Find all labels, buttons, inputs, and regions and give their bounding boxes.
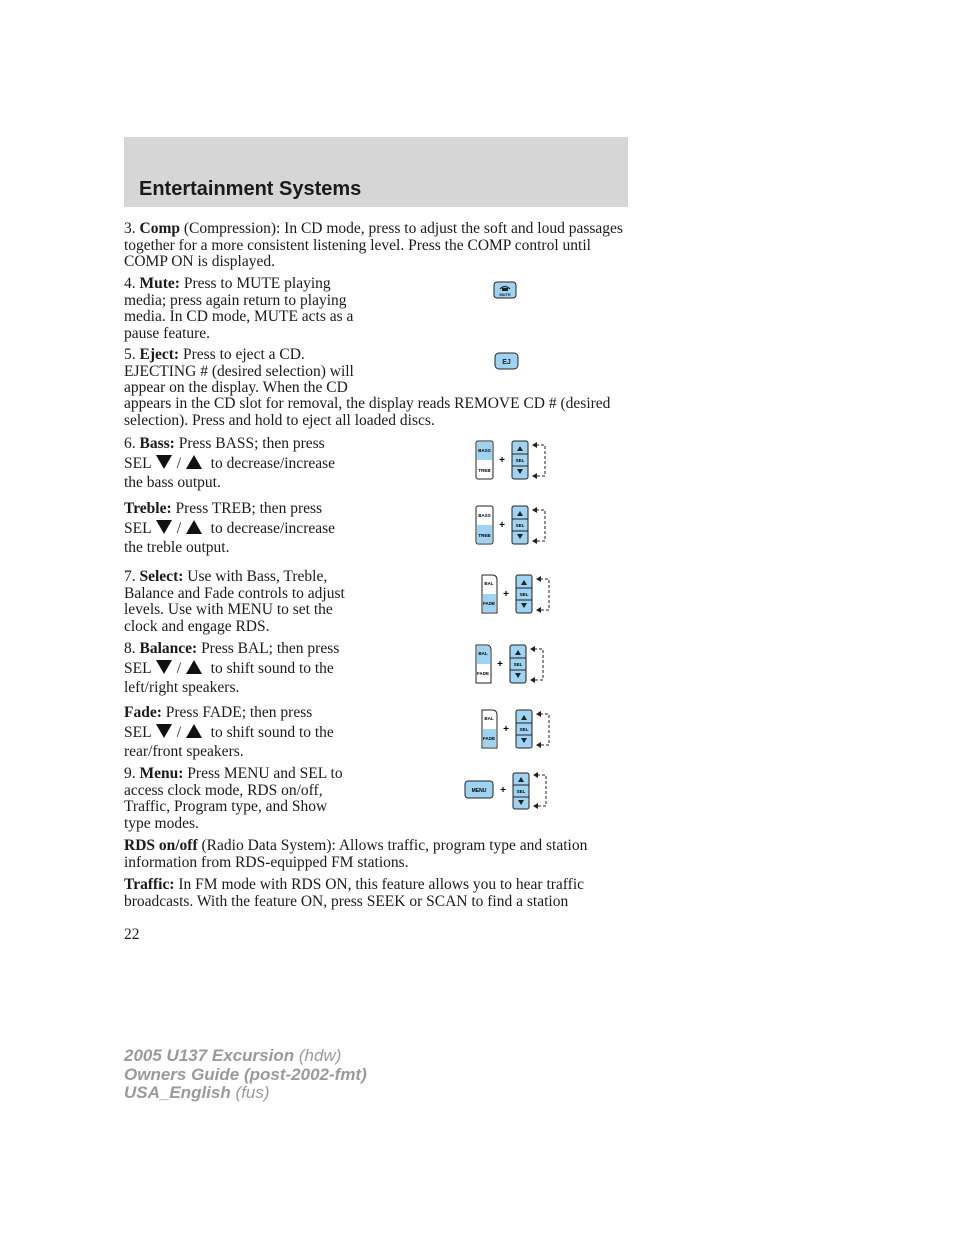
item-text: (Radio Data System): Allows traffic, program type and station information from RDS-equipped FM stations. [124, 837, 588, 871]
svg-text:SEL: SEL [516, 789, 526, 794]
item-text: Use with Bass, Treble, [187, 568, 328, 585]
comp-paragraph [124, 221, 628, 271]
sel-label: SEL [124, 659, 151, 677]
item-text: appear on the display. When the CD [124, 379, 348, 396]
item-text: Traffic, Program type, and Show [124, 798, 328, 815]
bass-sel-diagram [474, 438, 550, 484]
up-arrow-icon [185, 519, 203, 535]
menu-paragraph [124, 766, 376, 832]
svg-text:BASS: BASS [478, 513, 491, 518]
item-number: 7. [124, 568, 136, 585]
item-number: 8. [124, 640, 136, 657]
item-text: Press MENU and SEL to [187, 765, 343, 782]
section-title: Entertainment Systems [139, 178, 362, 200]
down-arrow-icon [155, 723, 173, 739]
item-text: to decrease/increase [210, 519, 336, 537]
down-arrow-icon [155, 659, 173, 675]
item-text: the bass output. [124, 474, 221, 491]
svg-text:+: + [503, 724, 509, 735]
svg-text:FADE: FADE [482, 736, 496, 741]
footer-lang-code: (fus) [235, 1083, 270, 1102]
item-text: (Compression): In CD mode, press to adjust the soft and loud passages together for a more consistent listening level. Press the COMP control until COMP ON is displayed. [124, 220, 623, 270]
select-sel-diagram [478, 572, 554, 618]
item-term: Select: [139, 568, 184, 585]
item-text: In FM mode with RDS ON, this feature allows you to hear traffic broadcasts. With the feature ON, press SEEK or SCAN to find a station [124, 876, 585, 910]
svg-text:MENU: MENU [471, 788, 487, 794]
item-number: 4. [124, 275, 136, 292]
traffic-paragraph [124, 877, 628, 910]
item-text: Press to eject a CD. [182, 346, 305, 363]
item-text: Press FADE; then press [165, 704, 313, 721]
item-term: Bass: [139, 435, 175, 452]
svg-text:SEL: SEL [519, 727, 529, 732]
item-text: to shift sound to the [210, 723, 334, 741]
item-text: Press BASS; then press [178, 435, 325, 452]
item-term: Menu: [139, 765, 184, 782]
svg-text:TREB: TREB [478, 468, 491, 473]
item-term: Mute: [139, 275, 180, 292]
item-number: 9. [124, 765, 136, 782]
item-term: Fade: [124, 704, 162, 721]
footer-language: USA_English [124, 1083, 231, 1102]
treble-paragraph [124, 499, 384, 558]
item-text: pause feature. [124, 324, 211, 342]
svg-text:SEL: SEL [515, 458, 525, 463]
up-arrow-icon [185, 723, 203, 739]
mute-button-icon [493, 281, 517, 299]
svg-text:MUTE: MUTE [499, 292, 511, 297]
svg-text:SEL: SEL [515, 523, 525, 528]
item-text: to decrease/increase [210, 454, 336, 472]
item-term: Traffic: [124, 876, 175, 893]
page-number: 22 [124, 926, 140, 943]
fade-paragraph [124, 703, 384, 762]
svg-text:FADE: FADE [482, 601, 496, 606]
eject-button-icon [494, 352, 519, 370]
slash: / [176, 519, 182, 537]
item-text: left/right speakers. [124, 679, 240, 696]
item-text: rear/front speakers. [124, 743, 244, 760]
item-text: Press TREB; then press [175, 500, 323, 517]
item-number: 3. [124, 220, 136, 237]
svg-text:BAL: BAL [484, 716, 494, 721]
footer-code: (hdw) [298, 1046, 342, 1065]
svg-text:+: + [503, 589, 509, 600]
select-paragraph [124, 569, 376, 635]
svg-text:+: + [500, 785, 506, 796]
item-text: media. In CD mode, MUTE acts as a [124, 308, 354, 325]
item-term: Eject: [139, 346, 180, 363]
menu-sel-diagram [463, 768, 553, 814]
item-text: clock and engage RDS. [124, 617, 270, 635]
slash: / [176, 723, 182, 741]
sel-label: SEL [124, 723, 151, 741]
svg-text:EJ: EJ [502, 359, 511, 366]
item-text: EJECTING # (desired selection) will [124, 362, 354, 380]
eject-paragraph-continued: appears in the CD slot for removal, the display reads REMOVE CD # (desired selection). Press and hold to eject all loaded discs. [124, 395, 611, 429]
sel-label: SEL [124, 519, 151, 537]
item-text: Balance and Fade controls to adjust [124, 584, 345, 602]
footer-guide: Owners Guide (post-2002-fmt) [124, 1064, 367, 1084]
footer-model: 2005 U137 Excursion [124, 1046, 295, 1065]
svg-text:+: + [499, 520, 505, 531]
up-arrow-icon [185, 454, 203, 470]
svg-text:+: + [497, 659, 503, 670]
mute-paragraph [124, 276, 376, 342]
item-text: type modes. [124, 814, 199, 832]
item-term: Balance: [139, 640, 198, 657]
item-term: Comp [139, 220, 180, 237]
rds-paragraph [124, 838, 628, 871]
svg-text:SEL: SEL [519, 592, 529, 597]
slash: / [176, 454, 182, 472]
balance-sel-diagram [472, 642, 548, 688]
svg-text:SEL: SEL [513, 662, 523, 667]
svg-text:FADE: FADE [476, 671, 490, 676]
svg-text:BAL: BAL [478, 651, 488, 656]
down-arrow-icon [155, 454, 173, 470]
item-text: media; press again return to playing [124, 291, 347, 309]
up-arrow-icon [185, 659, 203, 675]
item-text: levels. Use with MENU to set the [124, 601, 333, 618]
balance-paragraph [124, 639, 384, 698]
item-term: Treble: [124, 500, 172, 517]
treble-sel-diagram [474, 503, 550, 549]
document-footer [124, 1047, 367, 1103]
item-text: the treble output. [124, 539, 230, 556]
bass-paragraph [124, 434, 384, 493]
item-number: 6. [124, 435, 136, 452]
item-number: 5. [124, 346, 136, 363]
fade-sel-diagram [478, 707, 554, 753]
svg-text:BASS: BASS [478, 448, 491, 453]
svg-text:TREB: TREB [478, 533, 491, 538]
item-text: to shift sound to the [210, 659, 334, 677]
down-arrow-icon [155, 519, 173, 535]
slash: / [176, 659, 182, 677]
eject-paragraph [124, 347, 376, 397]
svg-text:BAL: BAL [484, 581, 494, 586]
item-text: access clock mode, RDS on/off, [124, 781, 323, 799]
svg-text:+: + [499, 455, 505, 466]
sel-label: SEL [124, 454, 151, 472]
section-header-band [124, 137, 628, 207]
item-text: Press BAL; then press [201, 640, 340, 657]
item-term: RDS on/off [124, 837, 198, 854]
item-text: Press to MUTE playing [183, 275, 331, 292]
